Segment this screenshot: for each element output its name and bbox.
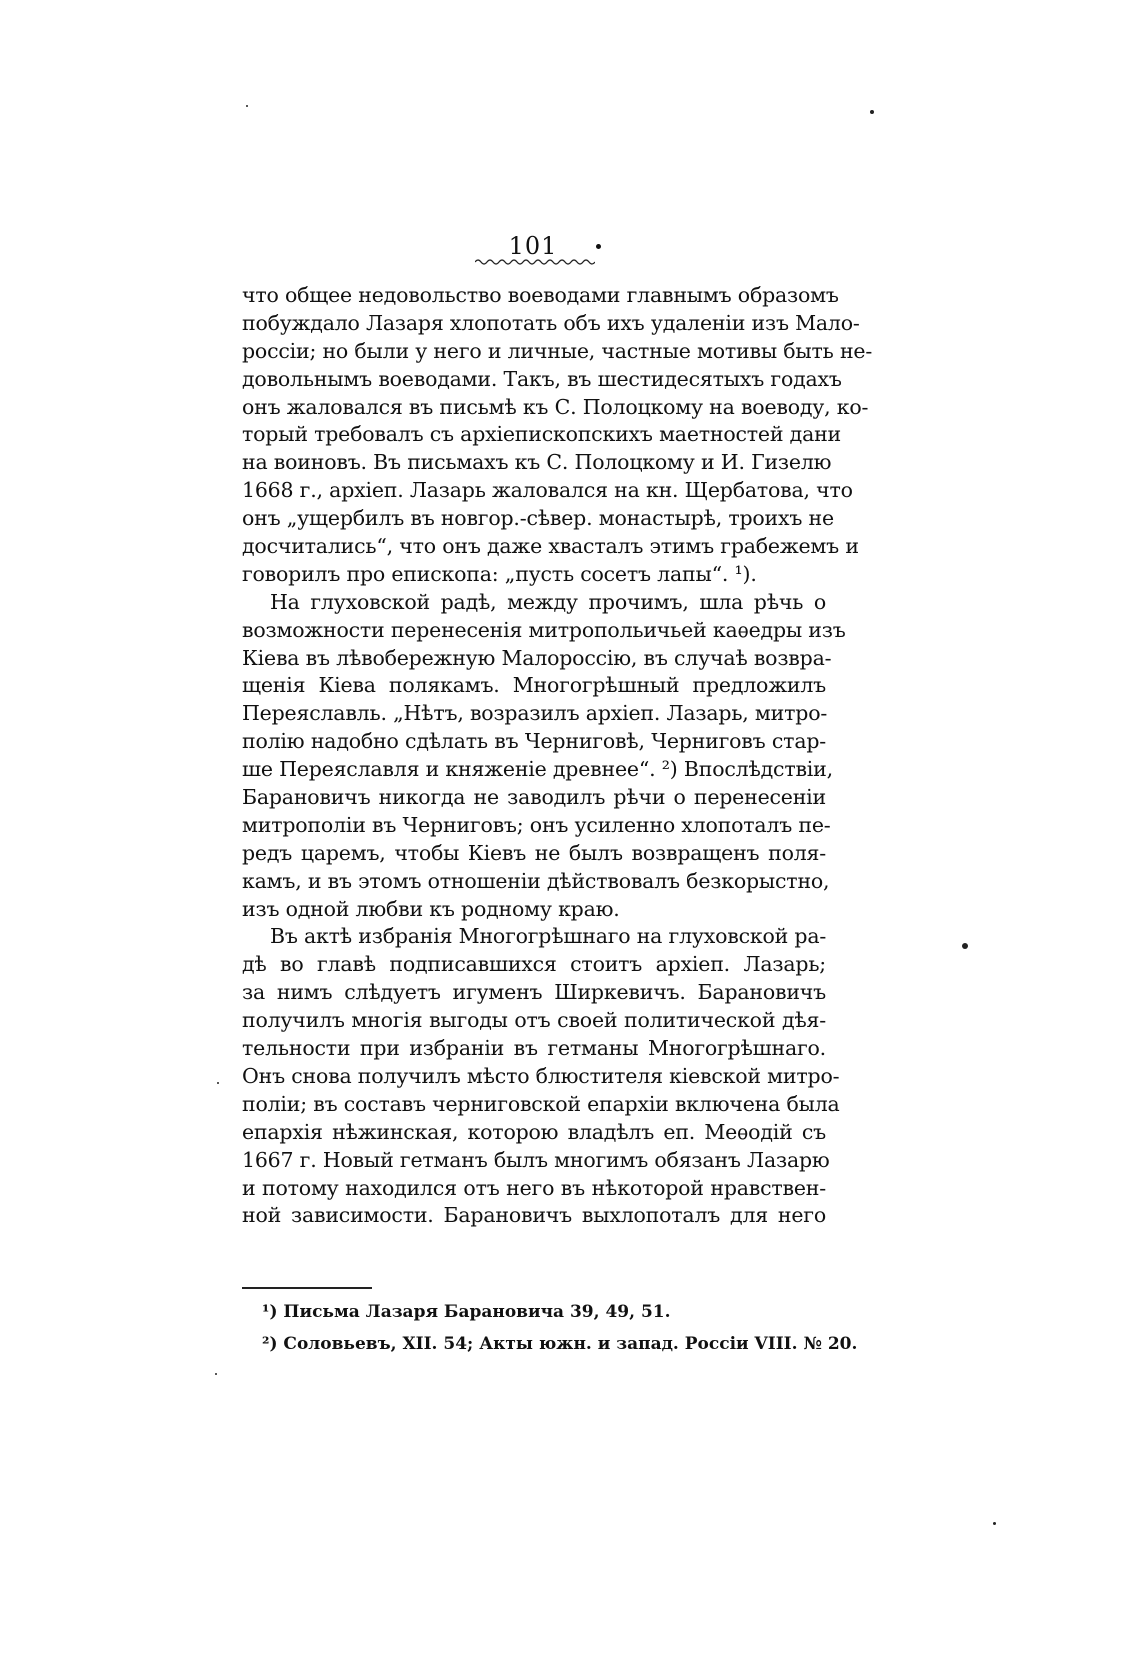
text-line: Барановичъ никогда не заводилъ рѣчи о перенесеніи [242, 785, 826, 810]
header-dot [596, 244, 601, 249]
text-line: тельности при избраніи въ гетманы Многогрѣшнаго. [242, 1036, 826, 1061]
footnote: ¹) Письма Лазаря Барановича 39, 49, 51. [262, 1302, 671, 1322]
text-line: получилъ многія выгоды отъ своей политической дѣя- [242, 1008, 826, 1033]
scan-speck [993, 1522, 996, 1525]
scan-speck [215, 1373, 217, 1375]
text-line: редъ царемъ, чтобы Кіевъ не былъ возвращенъ поля- [242, 840, 826, 865]
page-number-ornament [475, 258, 595, 266]
text-line: говорилъ про епископа: „пусть сосетъ лапы“. ¹). [242, 561, 757, 586]
footnote: ²) Соловьевъ, XII. 54; Акты южн. и запад. Россіи VIII. № 20. [262, 1334, 858, 1354]
page-number: 101 [508, 232, 558, 260]
text-line: возможности перенесенія митропольичьей каѳедры изъ [242, 617, 846, 642]
text-line: онъ жаловался въ письмѣ къ С. Полоцкому на воеводу, ко- [242, 394, 869, 419]
text-line: Онъ снова получилъ мѣсто блюстителя кіевской митро- [242, 1063, 840, 1088]
text-line: дѣ во главѣ подписавшихся стоитъ архіеп. Лазарь; [242, 952, 826, 977]
scan-speck [870, 110, 874, 114]
text-line: торый требовалъ съ архіепископскихъ маетностей дани [242, 422, 842, 447]
text-line: камъ, и въ этомъ отношеніи дѣйствовалъ безкорыстно, [242, 868, 830, 893]
text-line: ной зависимости. Барановичъ выхлопоталъ для него [242, 1203, 826, 1228]
text-line: досчитались“, что онъ даже хвасталъ этимъ грабежемъ и [242, 534, 859, 559]
text-line: что общее недовольство воеводами главнымъ образомъ [242, 283, 839, 307]
text-line: на воиновъ. Въ письмахъ къ С. Полоцкому и И. Гизелю [242, 450, 832, 475]
text-line: за нимъ слѣдуетъ игуменъ Ширкевичъ. Барановичъ [242, 980, 826, 1005]
footnote-rule [242, 1287, 372, 1289]
text-line: Въ актѣ избранія Многогрѣшнаго на глуховской ра- [270, 924, 827, 949]
text-line: побуждало Лазаря хлопотать объ ихъ удаленіи изъ Мало- [242, 310, 860, 335]
text-line: россіи; но были у него и личные, частные мотивы быть не- [242, 338, 873, 363]
text-line: довольнымъ воеводами. Такъ, въ шестидесятыхъ годахъ [242, 366, 842, 391]
text-line: Кіева въ лѣвобережную Малороссію, въ случаѣ возвра- [242, 645, 832, 670]
text-line: 1668 г., архіеп. Лазарь жаловался на кн. Щербатова, что [242, 478, 853, 503]
footnotes [262, 1296, 858, 1360]
text-line: митрополіи въ Черниговъ; онъ усиленно хлопоталъ пе- [242, 812, 831, 837]
text-line: ше Переяславля и княженіе древнее“. ²) Впослѣдствіи, [242, 757, 833, 782]
scan-speck [246, 105, 248, 107]
text-line: На глуховской радѣ, между прочимъ, шла рѣчь о [270, 589, 826, 614]
text-line: изъ одной любви къ родному краю. [242, 896, 620, 921]
scan-speck [217, 1082, 219, 1084]
text-line: и потому находился отъ него въ нѣкоторой нравствен- [242, 1175, 826, 1200]
text-line: епархія нѣжинская, которою владѣлъ еп. Меѳодій съ [242, 1119, 826, 1144]
text-line: поліи; въ составъ черниговской епархіи включена была [242, 1091, 840, 1116]
text-line: Переяславль. „Нѣтъ, возразилъ архіеп. Лазарь, митро- [242, 701, 828, 726]
text-line: щенія Кіева полякамъ. Многогрѣшный предложилъ [242, 673, 826, 698]
text-line: полію надобно сдѣлать въ Черниговѣ, Черниговъ стар- [242, 729, 826, 754]
body-text [242, 282, 873, 1230]
scan-speck [962, 943, 968, 949]
text-line: 1667 г. Новый гетманъ былъ многимъ обязанъ Лазарю [242, 1147, 830, 1172]
text-line: онъ „ущербилъ въ новгор.-сѣвер. монастырѣ, троихъ не [242, 506, 834, 531]
